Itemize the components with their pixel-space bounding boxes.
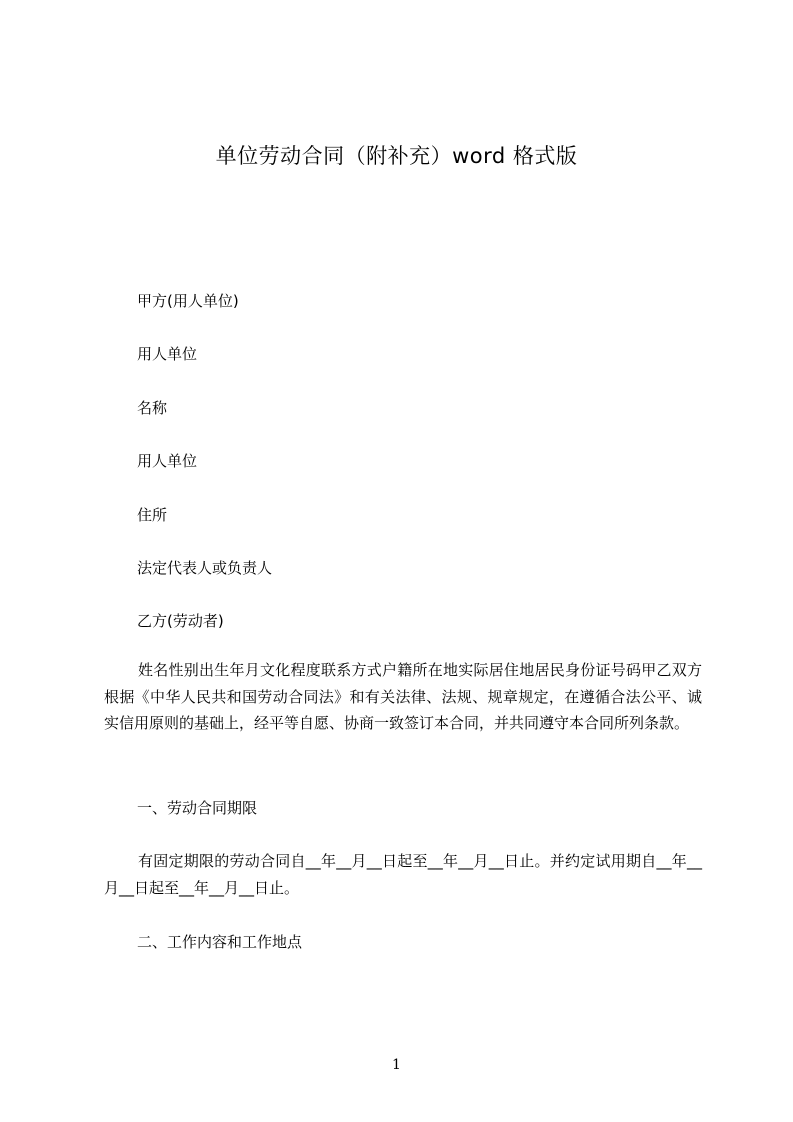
document-title: 单位劳动合同（附补充）word 格式版 — [215, 144, 578, 168]
employer-unit-label: 用人单位 — [137, 345, 198, 363]
section-2-heading: 二、工作内容和工作地点 — [137, 933, 303, 951]
legal-representative-label: 法定代表人或负责人 — [137, 559, 273, 577]
contract-term-paragraph: 有固定期限的劳动合同自__年__月__日起至__年__月__日止。并约定试用期自__年__月__日起至__年__月__日止。 — [104, 852, 702, 897]
employer-unit-label-2: 用人单位 — [137, 452, 198, 470]
residence-label: 住所 — [137, 506, 168, 524]
preamble-paragraph: 姓名性别出生年月文化程度联系方式户籍所在地实际居住地居民身份证号码甲乙双方根据《中华人民共和国劳动合同法》和有关法律、法规、规章规定，在遵循合法公平、诚实信用原则的基础上，经平等自愿、协商一致签订本合同，并共同遵守本合同所列条款。 — [104, 661, 702, 732]
page-number: 1 — [392, 1057, 401, 1073]
party-a-label: 甲方(用人单位) — [137, 292, 239, 310]
section-1-heading: 一、劳动合同期限 — [137, 799, 258, 817]
name-label: 名称 — [137, 399, 168, 417]
party-b-label: 乙方(劳动者) — [137, 612, 224, 630]
